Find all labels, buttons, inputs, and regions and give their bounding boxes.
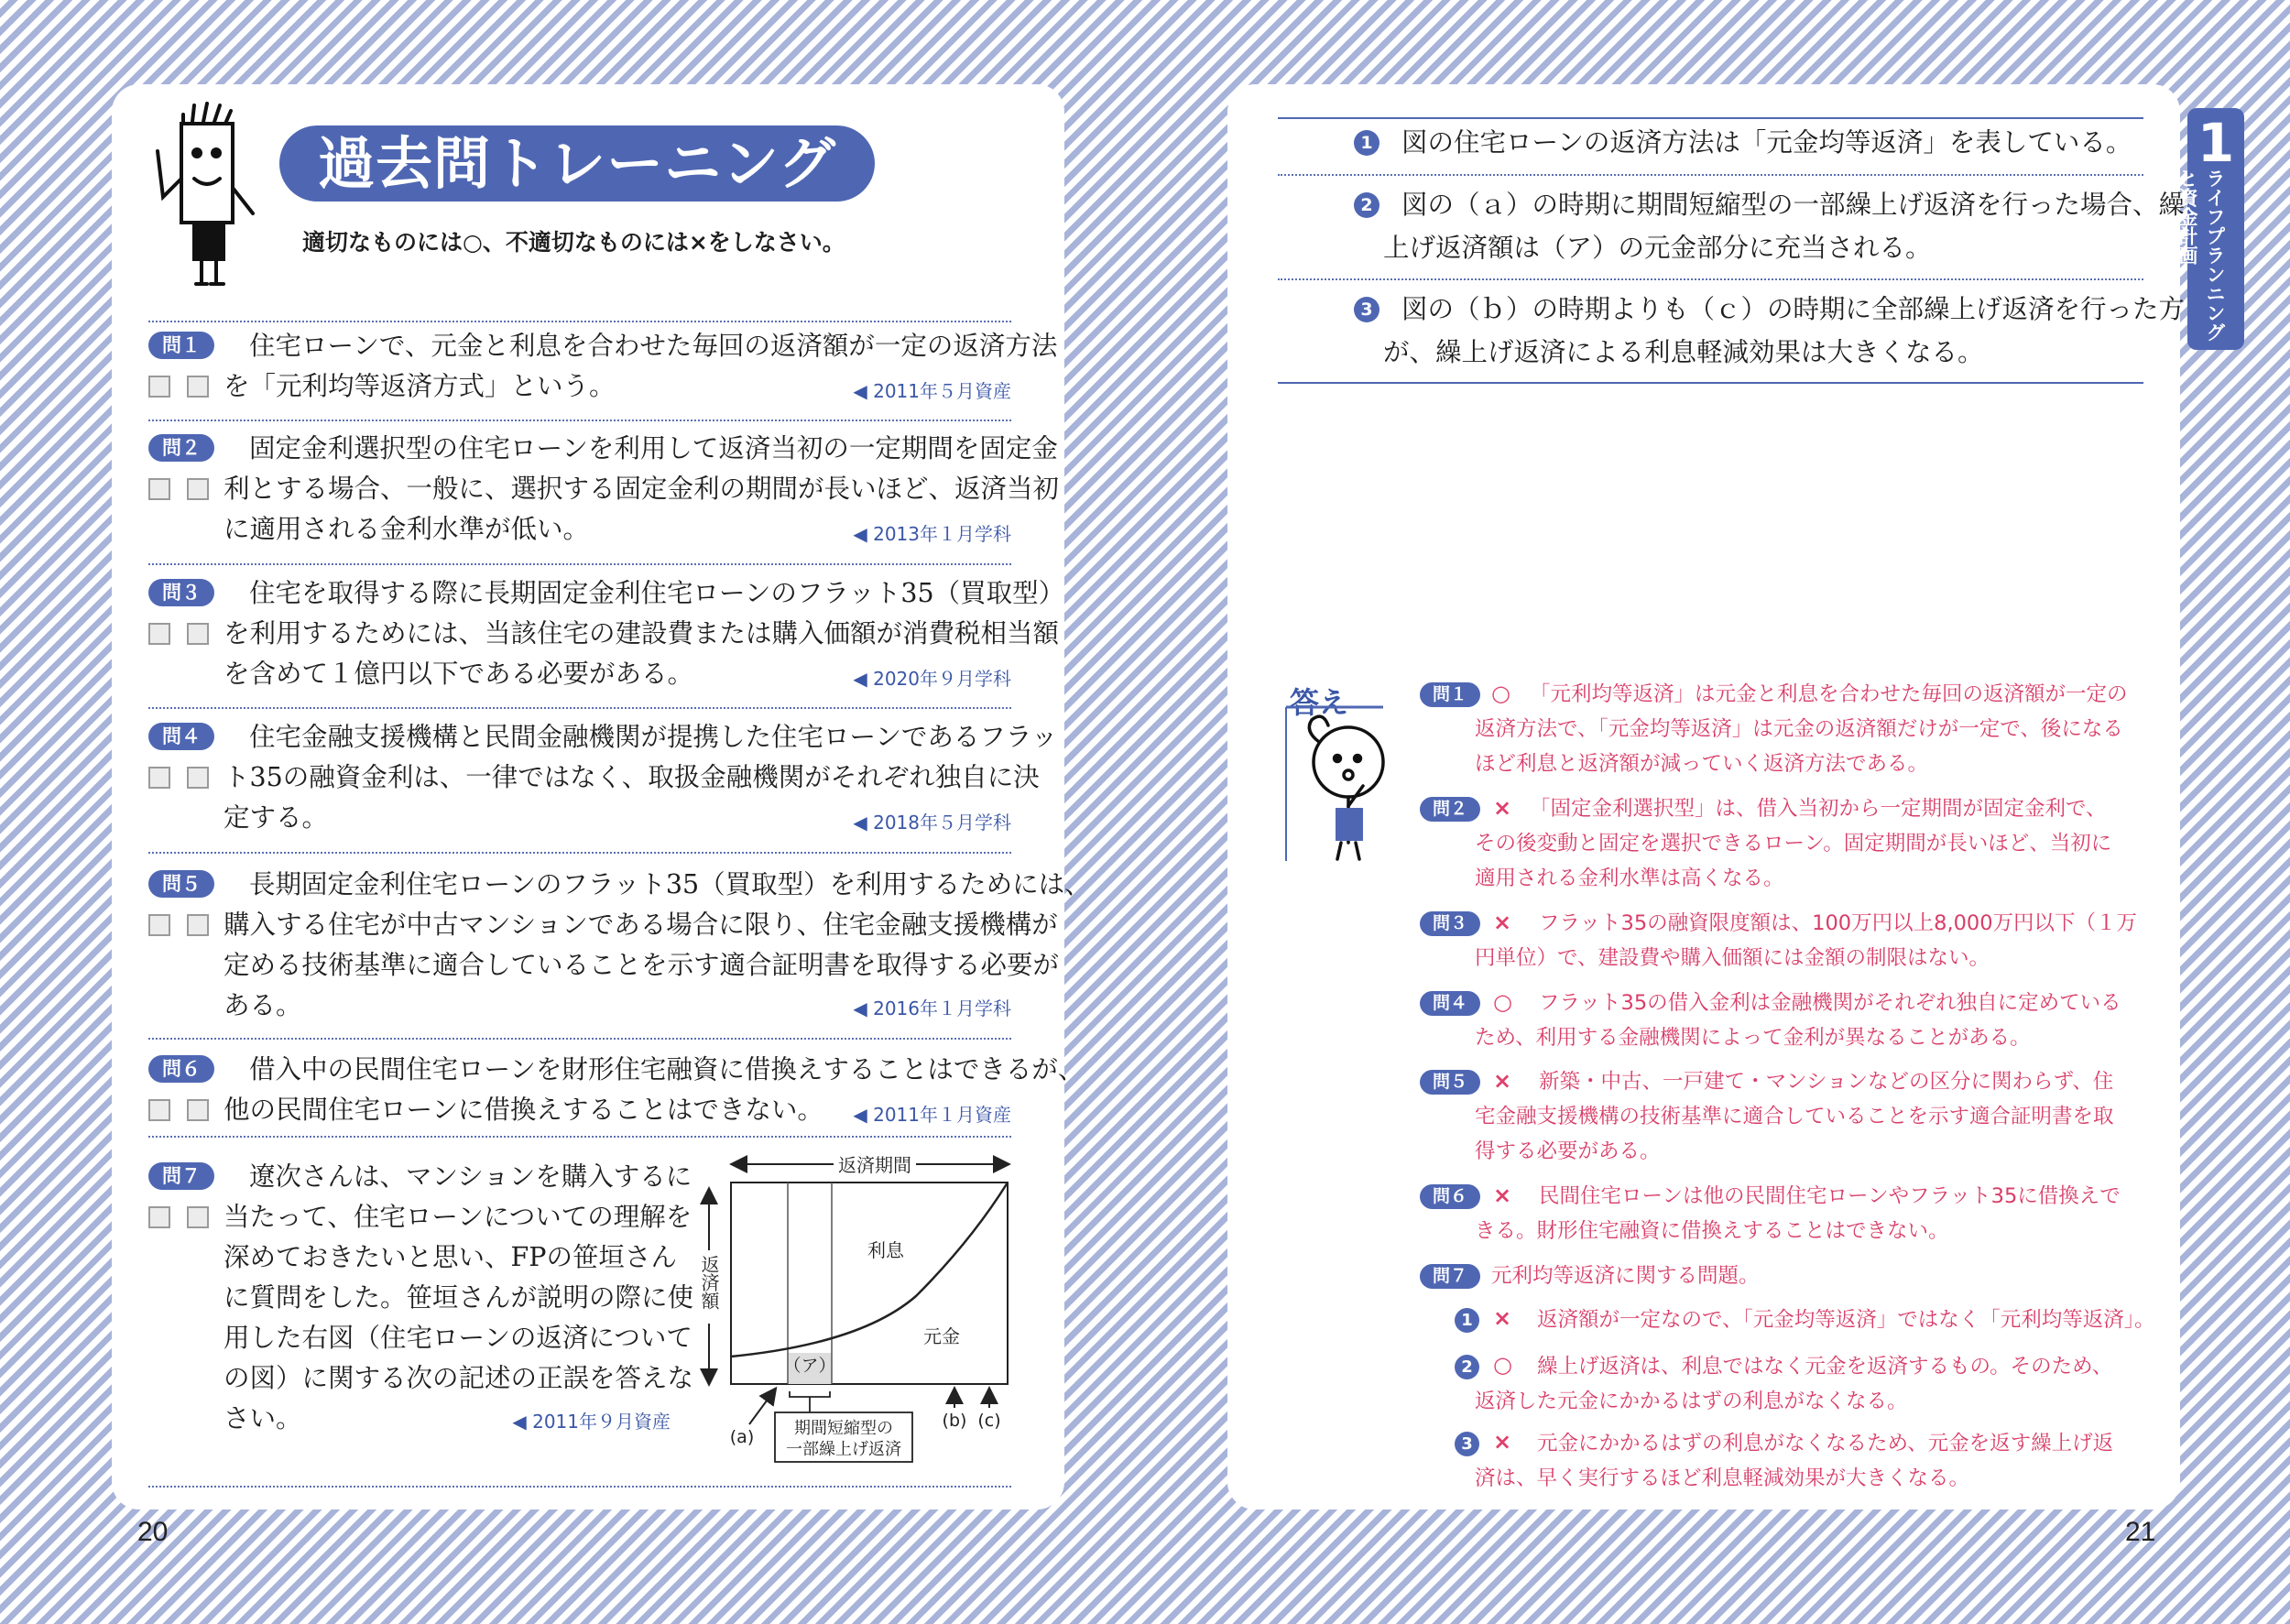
- answer-text: 繰上げ返済は、利息ではなく元金を返済するもの。そのため、 返済した元金にかかるはずの利息がなくなる。: [1475, 1355, 2113, 1413]
- checkbox[interactable]: [187, 767, 209, 789]
- divider: [1278, 278, 2143, 280]
- checkbox[interactable]: [148, 623, 170, 645]
- diagram-top-label: 返済期間: [838, 1154, 911, 1176]
- checkbox[interactable]: [148, 914, 170, 936]
- page-title: 過去問トレーニング: [279, 125, 875, 202]
- checkbox[interactable]: [187, 1099, 209, 1121]
- divider: [148, 707, 1011, 709]
- divider: [1278, 382, 2143, 384]
- period-b-label: (b): [942, 1411, 967, 1431]
- answer-text: 「元利均等返済」は元金と利息を合わせた毎回の返済額が一定の 返済方法で、「元金均等返済」は元金の返済額だけが一定で、後になる ほど利息と返済額が減っていく返済方法である。: [1475, 682, 2128, 776]
- question-text: 住宅ローンで、元金と利息を合わせた毎回の返済額が一定の返済方法 を「元利均等返済方式」という。: [224, 331, 1058, 401]
- item-number-1: 1: [1354, 130, 1379, 156]
- q7-item-1: 図の住宅ローンの返済方法は「元金均等返済」を表している。: [1401, 127, 2132, 158]
- answer-text: 元金にかかるはずの利息がなくなるため、元金を返す繰上げ返 済は、早く実行するほど利息軽減効果が大きくなる。: [1475, 1432, 2114, 1490]
- question-badge: 問７: [148, 1162, 214, 1190]
- q7-item-2: 図の（ａ）の時期に期間短縮型の一部繰上げ返済を行った場合、繰 上げ返済額は（ア）の元金部分に充当される。: [1383, 190, 2186, 263]
- chapter-tab[interactable]: [2176, 108, 2244, 350]
- question-badge: 問２: [148, 434, 214, 462]
- page-number-right: 21: [2125, 1517, 2156, 1547]
- divider: [148, 1136, 1011, 1138]
- answer-item-number: 2: [1455, 1355, 1479, 1379]
- question-1: [148, 326, 1058, 410]
- question-2: [148, 429, 1060, 557]
- question-5: [148, 865, 1091, 1030]
- checkbox[interactable]: [148, 478, 170, 500]
- answer-item-number: 1: [1455, 1308, 1479, 1333]
- question-badge: 問３: [148, 579, 214, 606]
- question-text: 住宅金融支援機構と民間金融機関が提携した住宅ローンであるフラッ ト35の融資金利は、一律ではなく、取扱金融機関がそれぞれ独自に決 定する。: [224, 722, 1058, 833]
- question-7: [148, 1157, 694, 1450]
- period-c-label: (c): [977, 1411, 1001, 1431]
- question-source: ◀ 2011年９月資産: [512, 1411, 671, 1433]
- question-6: [148, 1050, 1085, 1134]
- divider: [148, 1038, 1011, 1040]
- item-number-3: 3: [1354, 297, 1379, 322]
- question-source: ◀ 2011年５月資産: [853, 380, 1011, 402]
- callout-line1: 期間短縮型の: [794, 1419, 893, 1438]
- correct-mark-icon: ○: [1493, 989, 1512, 1015]
- answer-text: 返済額が一定なので、「元金均等返済」ではなく「元利均等返済」。: [1537, 1308, 2155, 1332]
- diagram-a-label: （ア）: [783, 1356, 836, 1376]
- question-source: ◀ 2018年５月学科: [853, 812, 1011, 834]
- checkbox[interactable]: [187, 376, 209, 398]
- checkbox[interactable]: [148, 1206, 170, 1228]
- checkbox[interactable]: [187, 623, 209, 645]
- answer-text: 元利均等返済に関する問題。: [1491, 1264, 1760, 1288]
- question-text: 固定金利選択型の住宅ローンを利用して返済当初の一定期間を固定金 利とする場合、一般に、選択する固定金利の期間が長いほど、返済当初 に適用される金利水準が低い。: [224, 433, 1060, 544]
- answer-text: フラット35の融資限度額は、100万円以上8,000万円以下（１万 円単位）で、建設費や購入価額には金額の制限はない。: [1475, 911, 2138, 970]
- item-number-2: 2: [1354, 192, 1379, 218]
- checkbox[interactable]: [148, 767, 170, 789]
- correct-mark-icon: ○: [1493, 1352, 1512, 1378]
- question-text: 遼次さんは、マンションを購入するに 当たって、住宅ローンについての理解を 深めておきたいと思い、FPの笹垣さん に質問をした。笹垣さんが説明の際に使 用した右図（住宅ローンの返済について の図）に関する次の記述の正誤を答えな さい。: [224, 1161, 694, 1433]
- divider: [1278, 117, 2143, 119]
- question-source: ◀ 2011年１月資産: [853, 1104, 1011, 1126]
- answer-badge: 問５: [1420, 1070, 1480, 1095]
- divider: [148, 321, 1011, 322]
- answer-item-number: 3: [1455, 1432, 1479, 1456]
- question-source: ◀ 2016年１月学科: [853, 997, 1011, 1019]
- loan-repayment-diagram: [696, 1150, 1017, 1479]
- answers-label: 答え: [1290, 685, 1349, 720]
- wrong-mark-icon: ×: [1493, 1429, 1512, 1455]
- answer-badge: 問２: [1420, 797, 1480, 822]
- question-text: 借入中の民間住宅ローンを財形住宅融資に借換えすることはできるが、 他の民間住宅ローンに借換えすることはできない。: [224, 1054, 1085, 1125]
- question-badge: 問１: [148, 332, 214, 359]
- question-source: ◀ 2020年９月学科: [853, 668, 1011, 690]
- question-badge: 問５: [148, 870, 214, 898]
- period-a-label: (a): [729, 1427, 755, 1447]
- diagram-principal-label: 元金: [923, 1325, 960, 1347]
- diagram-y-label: 返済額: [698, 1255, 720, 1310]
- question-text: 住宅を取得する際に長期固定金利住宅ローンのフラット35（買取型） を利用するためには、当該住宅の建設費または購入価額が消費税相当額 を含めて１億円以下である必要がある。: [224, 578, 1065, 689]
- checkbox[interactable]: [148, 1099, 170, 1121]
- divider: [148, 852, 1011, 854]
- wrong-mark-icon: ×: [1493, 1068, 1512, 1094]
- divider: [148, 420, 1011, 421]
- answer-text: 新築・中古、一戸建て・マンションなどの区分に関わらず、住 宅金融支援機構の技術基準に適合していることを示す適合証明書を取 得する必要がある。: [1475, 1070, 2114, 1163]
- answer-badge: 問６: [1420, 1184, 1480, 1209]
- answer-badge: 問７: [1420, 1264, 1480, 1289]
- wrong-mark-icon: ×: [1493, 1183, 1512, 1208]
- checkbox[interactable]: [187, 478, 209, 500]
- question-badge: 問４: [148, 723, 214, 750]
- divider: [148, 563, 1011, 565]
- q7-item-3: 図の（ｂ）の時期よりも（ｃ）の時期に全部繰上げ返済を行った方 が、繰上げ返済による利息軽減効果は大きくなる。: [1383, 294, 2186, 367]
- checkbox[interactable]: [148, 376, 170, 398]
- checkbox[interactable]: [187, 914, 209, 936]
- callout-line2: 一部繰上げ返済: [786, 1440, 901, 1459]
- answer-badge: 問４: [1420, 991, 1480, 1016]
- divider: [1278, 174, 2143, 176]
- answer-badge: 問３: [1420, 911, 1480, 936]
- wrong-mark-icon: ×: [1493, 910, 1512, 935]
- mascot-pencil-icon: [147, 96, 275, 302]
- answer-text: 「固定金利選択型」は、借入当初から一定期間が固定金利で、 その後変動と固定を選択できるローン。固定期間が長いほど、当初に 適用される金利水準は高くなる。: [1475, 797, 2112, 890]
- question-badge: 問６: [148, 1055, 214, 1083]
- mascot-thinking-icon: [1282, 705, 1401, 866]
- chapter-label: ライフプランニングと資金計画: [2176, 169, 2226, 342]
- page-number-left: 20: [137, 1517, 169, 1547]
- question-text: 長期固定金利住宅ローンのフラット35（買取型）を利用するためには、 購入する住宅が中古マンションである場合に限り、住宅金融支援機構が 定める技術基準に適合していることを示す適合証明書を取得する必要が ある。: [224, 869, 1091, 1020]
- instruction-text: 適切なものには○、不適切なものには×をしなさい。: [302, 229, 845, 256]
- diagram-interest-label: 利息: [867, 1239, 904, 1261]
- wrong-mark-icon: ×: [1493, 1305, 1512, 1331]
- answer-badge: 問１: [1420, 682, 1480, 707]
- correct-mark-icon: ○: [1491, 681, 1510, 706]
- question-source: ◀ 2013年１月学科: [853, 523, 1011, 545]
- answer-text: 民間住宅ローンは他の民間住宅ローンやフラット35に借換えで きる。財形住宅融資に借換えすることはできない。: [1475, 1184, 2121, 1243]
- divider: [148, 1486, 1011, 1488]
- checkbox[interactable]: [187, 1206, 209, 1228]
- answer-text: フラット35の借入金利は金融機関がそれぞれ独自に定めている ため、利用する金融機関によって金利が異なることがある。: [1475, 991, 2121, 1050]
- question-3: [148, 573, 1065, 702]
- question-4: [148, 717, 1058, 845]
- wrong-mark-icon: ×: [1493, 795, 1512, 821]
- chapter-number: 1: [2197, 112, 2235, 174]
